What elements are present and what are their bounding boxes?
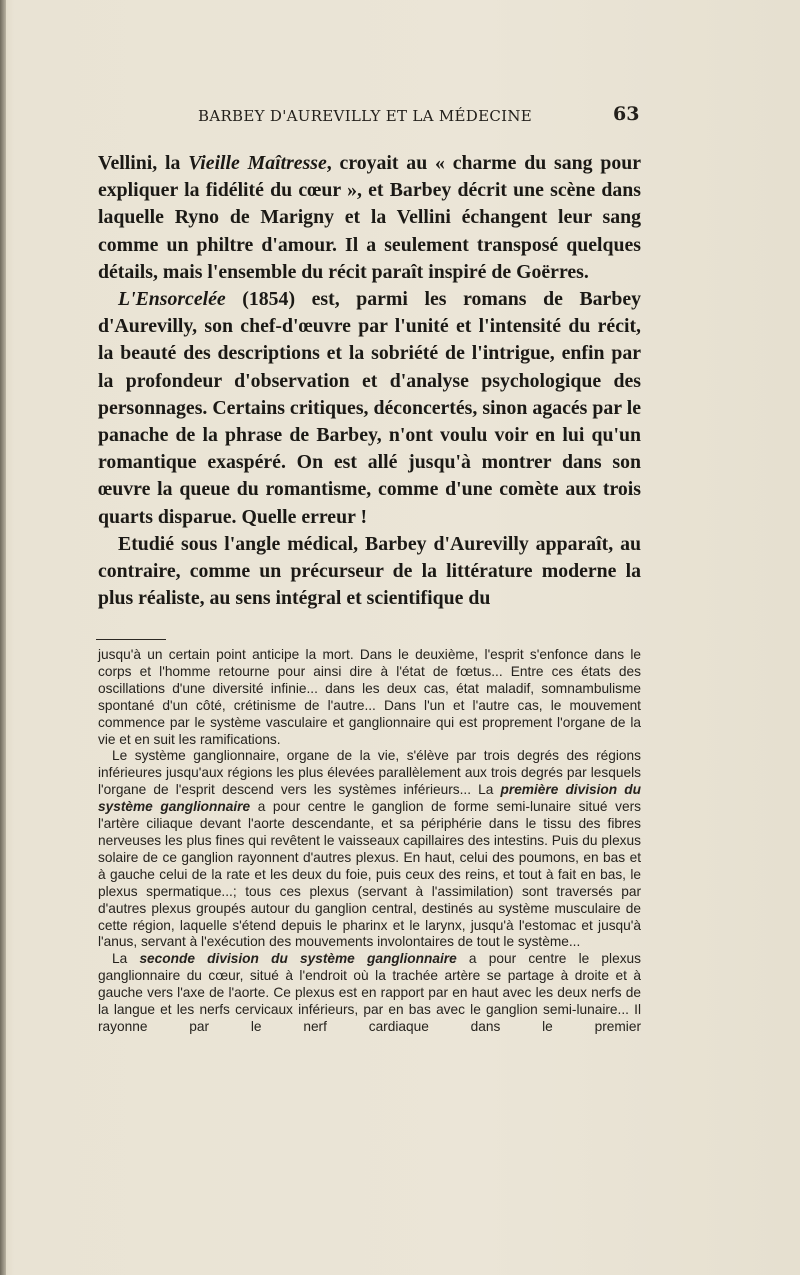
footnote-para-2: Le système ganglionnaire, organe de la vie, s'élève par trois degrés des régions inférieures jusqu'aux régions les plus élevées parallèlement aux trois degrés par lesquels l'organe de l'esprit descend vers les systèmes inférieurs... La première division du système ganglionnaire a pour centre le ganglion de forme semi-lunaire situé vers l'artère ciliaque devant l'aorte descendante, et sa périphérie dans le tissu des fibres nerveuses les plus fines qui revêtent le vaisseaux capillaires des intestins. Puis du plexus solaire de ce ganglion rayonnent d'autres plexus. En haut, celui des poumons, en bas et à gauche celui de la rate et les deux du foie, puis ceux des reins, et tout à fait en bas, le plexus spermatique...; tous ces plexus (servant à l'assimilation) sont traversés par d'autres plexus groupés autour du ganglion central, destinés au système musculaire de cette région, laquelle s'étend depuis le pharinx et le larynx, jusqu'à l'estomac et jusqu'à l'anus, servant à l'exécution des mouvements involontaires de tout le système... — [98, 748, 641, 950]
title-vieille-maitresse: Vieille Maîtresse — [188, 152, 327, 174]
footnote-para-3: La seconde division du système ganglionnaire a pour centre le plexus ganglionnaire du cœur, situé à l'endroit où la trachée artère se partage à droite et à gauche vers l'axe de l'aorte. Ce plexus est en rapport par en haut avec les deux nerfs de la langue et les nerfs cervicaux inférieurs, par en bas avec le ganglion semi-lunaire... Il rayonne par le nerf cardiaque dans le premier — [98, 951, 641, 1034]
paragraph-2: L'Ensorcelée (1854) est, parmi les romans de Barbey d'Aurevilly, son chef-d'œuvre par l'unité et l'intensité du récit, la beauté des descriptions et la sobriété de l'intrigue, enfin par la profondeur d'observation et d'analyse psychologique des personnages. Certains critiques, déconcertés, sinon agacés par le panache de la phrase de Barbey, n'ont voulu voir en lui qu'un romantique exaspéré. On est allé jusqu'à montrer dans son œuvre la queue du romantisme, comme d'une comète aux trois quarts disparue. Quelle erreur ! — [98, 288, 641, 528]
paragraph-1: Vellini, la Vieille Maîtresse, croyait au « charme du sang pour expliquer la fidélité du cœur », et Barbey décrit une scène dans laquelle Ryno de Marigny et la Vellini échangent leur sang comme un philtre d'amour. Il a seulement transposé quelques détails, mais l'ensemble du récit paraît inspiré de Goërres. — [98, 152, 641, 283]
footnote-rule — [96, 639, 166, 640]
title-ensorcelee: L'Ensorcelée — [118, 288, 226, 311]
footnote-para-1: jusqu'à un certain point anticipe la mort. Dans le deuxième, l'esprit s'enfonce dans le corps et l'homme retourne pour ainsi dire à l'état de fœtus... Entre ces états des oscillations d'une diversité infinie... dans les deux cas, état maladif, somnambulisme spontané d'un côté, crétinisme de l'autre... Dans l'un et l'autre cas, le mouvement commence par le système vasculaire et ganglionnaire qui est proprement l'organe de la vie et en suit les ramifications. — [98, 647, 641, 747]
running-head: BARBEY D'AUREVILLY ET LA MÉDECINE — [198, 107, 532, 125]
main-text — [98, 150, 641, 612]
paragraph-3: Etudié sous l'angle médical, Barbey d'Aurevilly apparaît, au contraire, comme un précurseur de la littérature moderne la plus réaliste, au sens intégral et scientifique du — [98, 532, 641, 610]
footnote — [98, 647, 641, 1036]
page-number: 63 — [613, 103, 640, 125]
